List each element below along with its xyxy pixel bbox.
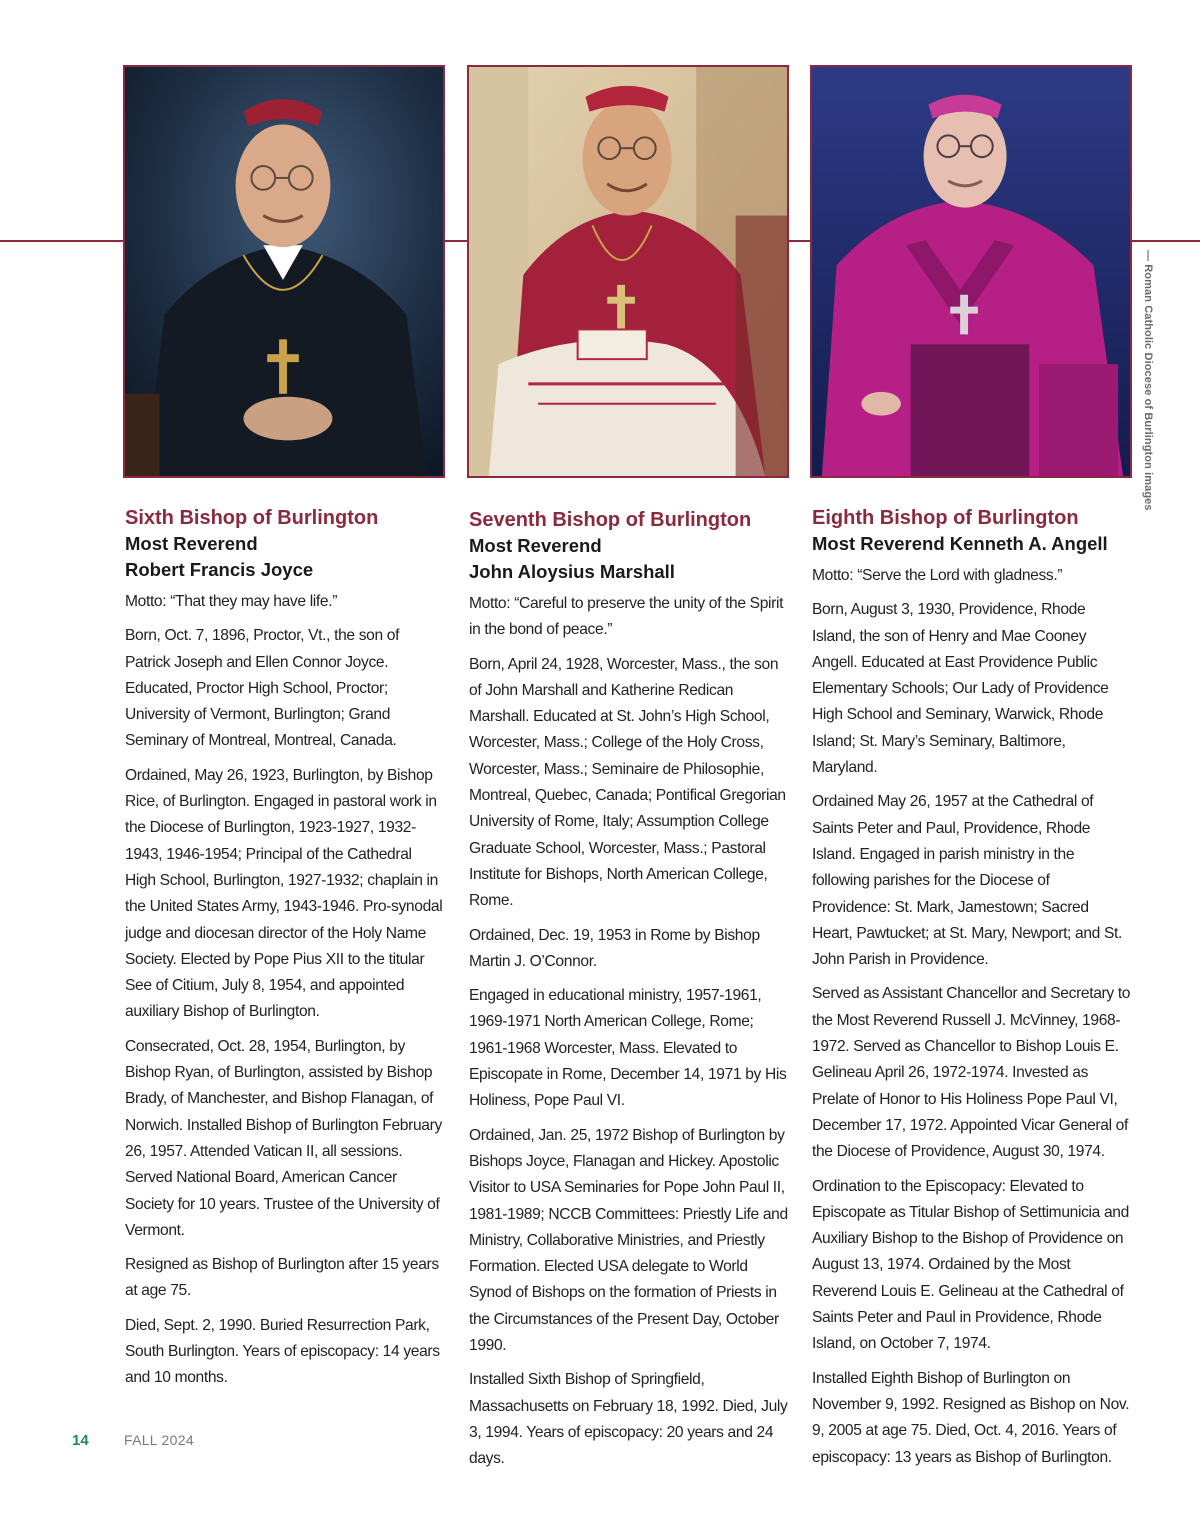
bio-paragraph: Installed Sixth Bishop of Springfield, Massachusetts on February 18, 1992. Died, July 3, 1994. Years of episcopacy: 20 years and 24 days.	[469, 1371, 788, 1468]
bishop-name	[125, 531, 445, 583]
bio-paragraph: Resigned as Bishop of Burlington after 15 years at age 75.	[125, 1256, 439, 1300]
bio-paragraph: Ordained, Dec. 19, 1953 in Rome by Bishop Martin J. O’Connor.	[469, 926, 760, 970]
bio-paragraph: Served as Assistant Chancellor and Secretary to the Most Reverend Russell J. McVinney, 1968-1972. Served as Chancellor to Bishop Louis E. Gelineau April 26, 1972-1974. Invested as Prelate of Honor to His Holiness Pope Paul VI, December 17, 1972. Appointed Vicar General of the Diocese of Providence, August 30, 1974.	[812, 985, 1131, 1161]
bishop-name	[469, 533, 789, 585]
portrait-sixth-bishop	[123, 65, 445, 478]
motto-paragraph: Motto: “That they may have life.”	[125, 593, 338, 610]
bio-paragraph: Born, Oct. 7, 1896, Proctor, Vt., the son of Patrick Joseph and Ellen Connor Joyce. Educated, Proctor High School, Proctor; University of Vermont, Burlington; Grand Seminary of Montreal, Montreal, Canada.	[125, 627, 400, 750]
name-line: John Aloysius Marshall	[469, 561, 675, 582]
bio-paragraph: Installed Eighth Bishop of Burlington on November 9, 1992. Resigned as Bishop on Nov. 9, 2005 at age 75. Died, Oct. 4, 2016. Years of episcopacy: 13 years as Bishop of Burlington.	[812, 1369, 1130, 1466]
bio-paragraph: Ordained, Jan. 25, 1972 Bishop of Burlington by Bishops Joyce, Flanagan and Hickey. Apostolic Visitor to USA Seminaries for Pope John Paul II, 1981-1989; NCCB Committees: Priestly Life and Ministry, Collaborative Ministries, and Priestly Formation. Elected USA delegate to World Synod of Bishops on the formation of Priests in the Circumstances of the Present Day, October 1990.	[469, 1126, 788, 1355]
name-line: Most Reverend	[125, 533, 258, 554]
bio-paragraph: Ordained, May 26, 1923, Burlington, by Bishop Rice, of Burlington. Engaged in pastoral work in the Diocese of Burlington, 1923-1927, 1932-1943, 1946-1954; Principal of the Cathedral High School, Burlington, 1927-1932; chaplain in the United States Army, 1943-1946. Pro-synodal judge and diocesan director of the Holy Name Society. Elected by Pope Pius XII to the titular See of Citium, July 8, 1954, and appointed auxiliary Bishop of Burlington.	[125, 766, 443, 1021]
name-line: Most Reverend Kenneth A. Angell	[812, 533, 1108, 554]
photo-credit: — Roman Catholic Diocese of Burlington images	[1142, 250, 1154, 511]
bishop-column-seventh	[469, 507, 789, 1481]
name-line: Most Reverend	[469, 535, 602, 556]
column-heading: Sixth Bishop of Burlington	[125, 507, 379, 529]
bio-paragraph: Ordained May 26, 1957 at the Cathedral of Saints Peter and Paul, Providence, Rhode Island. Engaged in parish ministry in the following parishes for the Diocese of Providence: St. Mark, Jamestown; Sacred Heart, Pawtucket; at St. Mary, Newport; and St. John Parish in Providence.	[812, 793, 1122, 969]
name-line: Robert Francis Joyce	[125, 559, 314, 580]
bio-paragraph: Consecrated, Oct. 28, 1954, Burlington, by Bishop Ryan, of Burlington, assisted by Bishop Brady, of Manchester, and Bishop Flanagan, of Norwich. Installed Bishop of Burlington February 26, 1957. Attended Vatican II, all sessions. Served National Board, American Cancer Society for 10 years. Trustee of the University of Vermont.	[125, 1037, 442, 1239]
bio-paragraph: Engaged in educational ministry, 1957-1961, 1969-1971 North American College, Rome; 1961-1968 Worcester, Mass. Elevated to Episcopate in Rome, December 14, 1971 by His Holiness, Pope Paul VI.	[469, 987, 787, 1110]
motto-paragraph: Motto: “Serve the Lord with gladness.”	[812, 567, 1063, 584]
bishop-name	[812, 531, 1132, 557]
issue-label: FALL 2024	[124, 1432, 194, 1448]
column-heading: Eighth Bishop of Burlington	[812, 507, 1079, 529]
bishop-column-sixth	[125, 505, 445, 1400]
bio-paragraph: Ordination to the Episcopacy: Elevated to Episcopate as Titular Bishop of Settimunicia and Auxiliary Bishop to the Bishop of Providence on August 13, 1974. Ordained by the Most Reverend Louis E. Gelineau at the Cathedral of Saints Peter and Paul in Providence, Rhode Island, on October 7, 1974.	[812, 1177, 1129, 1353]
page-number: 14	[72, 1432, 89, 1449]
portrait-eighth-bishop	[810, 65, 1132, 478]
motto-paragraph: Motto: “Careful to preserve the unity of the Spirit in the bond of peace.”	[469, 595, 784, 639]
bio-paragraph: Died, Sept. 2, 1990. Buried Resurrection Park, South Burlington. Years of episcopacy: 14 years and 10 months.	[125, 1316, 440, 1387]
bishop-column-eighth	[812, 505, 1132, 1479]
bio-paragraph: Born, August 3, 1930, Providence, Rhode Island, the son of Henry and Mae Cooney Angell. Educated at East Providence Public Elementary Schools; Our Lady of Providence High School and Seminary, Warwick, Rhode Island; St. Mary’s Seminary, Baltimore, Maryland.	[812, 601, 1109, 777]
bio-paragraph: Born, April 24, 1928, Worcester, Mass., the son of John Marshall and Katherine Redican Marshall. Educated at St. John’s High School, Worcester, Mass.; College of the Holy Cross, Worcester, Mass.; Seminaire de Philosophie, Montreal, Quebec, Canada; Pontifical Gregorian University of Rome, Italy; Assumption College Graduate School, Worcester, Mass.; Pastoral Institute for Bishops, North American College, Rome.	[469, 655, 786, 910]
portrait-seventh-bishop	[467, 65, 789, 478]
column-heading: Seventh Bishop of Burlington	[469, 509, 752, 531]
